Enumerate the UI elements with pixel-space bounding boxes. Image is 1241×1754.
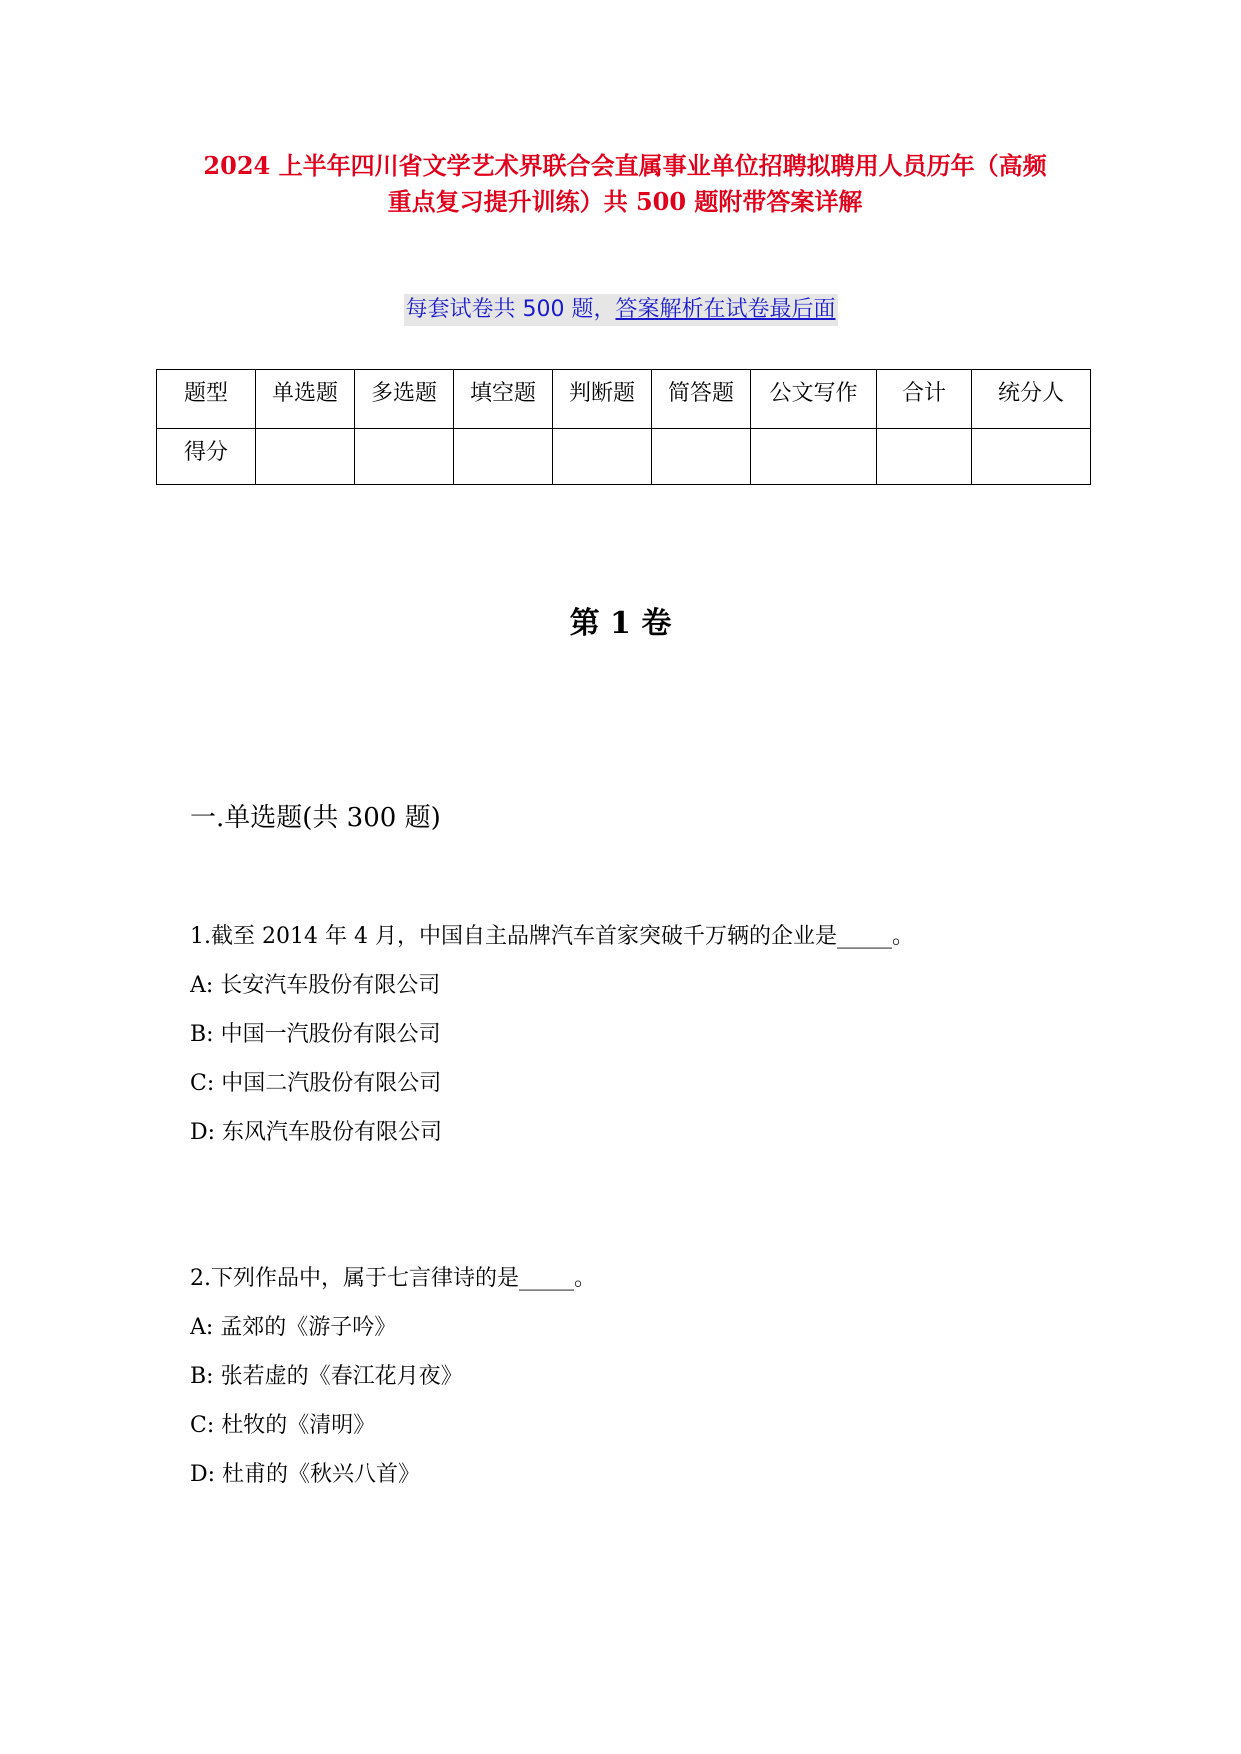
question-stem: 1.截至 2014 年 4 月，中国自主品牌汽车首家突破千万辆的企业是_____。 bbox=[190, 924, 914, 949]
score-cell-scorer bbox=[972, 429, 1091, 485]
volume-heading: 第 1 卷 bbox=[569, 606, 672, 641]
score-table-score-row bbox=[157, 429, 1091, 485]
header-cell-multiple-choice: 多选题 bbox=[355, 370, 454, 429]
score-cell-short-answer bbox=[652, 429, 751, 485]
option-b: B: 中国一汽股份有限公司 bbox=[190, 1022, 441, 1047]
notice-text bbox=[404, 294, 838, 326]
score-cell-official-writing bbox=[751, 429, 877, 485]
score-cell-fill-blank bbox=[454, 429, 553, 485]
header-cell-total: 合计 bbox=[877, 370, 972, 429]
question-1 bbox=[190, 921, 1090, 1166]
header-cell-true-false: 判断题 bbox=[553, 370, 652, 429]
document-title-line-2: 重点复习提升训练）共 500 题附带答案详解 bbox=[387, 187, 863, 216]
notice-text-part-2: 答案解析在试卷最后面 bbox=[615, 297, 836, 322]
option-d: D: 杜甫的《秋兴八首》 bbox=[190, 1462, 421, 1487]
notice-text-part-1: 每套试卷共 500 题， bbox=[405, 297, 616, 322]
score-table-header-row bbox=[157, 370, 1091, 429]
score-cell-total bbox=[877, 429, 972, 485]
score-cell-multiple-choice bbox=[355, 429, 454, 485]
question-2 bbox=[190, 1263, 1090, 1508]
option-a: A: 孟郊的《游子吟》 bbox=[190, 1315, 397, 1340]
header-cell-scorer: 统分人 bbox=[972, 370, 1091, 429]
option-d: D: 东风汽车股份有限公司 bbox=[190, 1120, 443, 1145]
option-a: A: 长安汽车股份有限公司 bbox=[190, 973, 441, 998]
option-c: C: 杜牧的《清明》 bbox=[190, 1413, 376, 1438]
header-cell-short-answer: 简答题 bbox=[652, 370, 751, 429]
option-b: B: 张若虚的《春江花月夜》 bbox=[190, 1364, 463, 1389]
document-title bbox=[160, 148, 1090, 220]
header-cell-fill-blank: 填空题 bbox=[454, 370, 553, 429]
header-cell-type: 题型 bbox=[157, 370, 256, 429]
score-row-label: 得分 bbox=[157, 429, 256, 485]
section-heading: 一.单选题(共 300 题) bbox=[190, 803, 441, 833]
option-c: C: 中国二汽股份有限公司 bbox=[190, 1071, 442, 1096]
header-cell-single-choice: 单选题 bbox=[256, 370, 355, 429]
notice-line bbox=[0, 294, 1241, 326]
question-stem: 2.下列作品中，属于七言律诗的是_____。 bbox=[190, 1266, 596, 1291]
score-table bbox=[156, 369, 1091, 485]
score-cell-single-choice bbox=[256, 429, 355, 485]
header-cell-official-writing: 公文写作 bbox=[751, 370, 877, 429]
document-title-line-1: 2024 上半年四川省文学艺术界联合会直属事业单位招聘拟聘用人员历年（高频 bbox=[203, 151, 1047, 180]
score-cell-true-false bbox=[553, 429, 652, 485]
